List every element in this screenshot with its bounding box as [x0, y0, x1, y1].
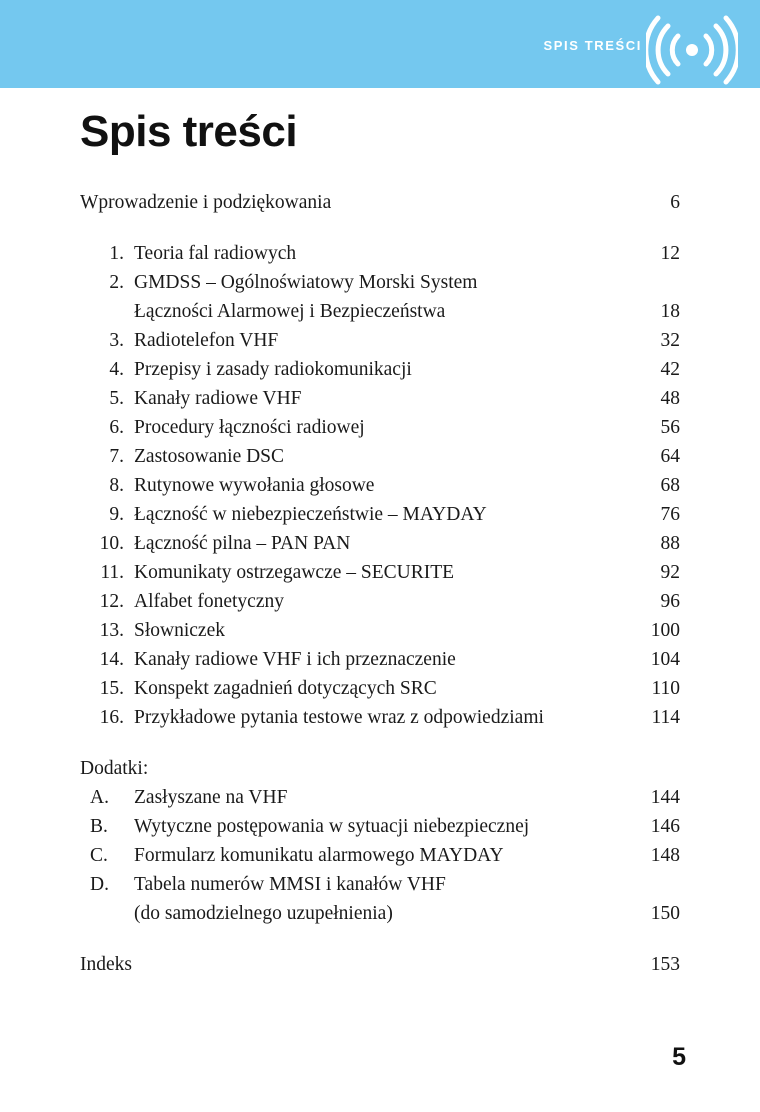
toc-entry-appendix[interactable] [80, 841, 680, 870]
toc-entry[interactable] [80, 326, 680, 355]
toc-entry-title: Indeks [80, 954, 132, 975]
toc-entry-number: 3. [109, 330, 124, 351]
toc-entry-page: 42 [660, 359, 680, 380]
toc-entry-number: B. [90, 816, 108, 837]
toc-entry-title: Zasłyszane na VHF [134, 787, 288, 808]
toc-entry-number: 16. [99, 707, 124, 728]
toc-entry-page: 114 [651, 707, 680, 728]
toc-entry-title: Wprowadzenie i podziękowania [80, 192, 332, 213]
toc-entry-title: Łączność pilna – PAN PAN [134, 533, 351, 554]
appendix-heading: Dodatki: [80, 758, 149, 779]
toc-entry[interactable] [80, 645, 680, 674]
toc-entry-title: Alfabet fonetyczny [134, 591, 284, 612]
toc-entry-continuation[interactable] [80, 297, 680, 326]
toc-entry-title: Przykładowe pytania testowe wraz z odpowiedziami [134, 707, 544, 728]
toc-entry-title-line2: (do samodzielnego uzupełnienia) [134, 903, 393, 924]
toc-entry-title: Tabela numerów MMSI i kanałów VHF [134, 874, 446, 895]
toc-entry[interactable] [80, 442, 680, 471]
toc-entry-page: 144 [650, 787, 680, 808]
toc-entry-number: D. [90, 874, 109, 895]
toc-entry[interactable] [80, 355, 680, 384]
toc-entry[interactable] [80, 239, 680, 268]
toc-entry-page: 110 [651, 678, 680, 699]
toc-entry-title: Formularz komunikatu alarmowego MAYDAY [134, 845, 504, 866]
toc-entry-page: 150 [650, 903, 680, 924]
toc-entry-number: 2. [109, 272, 124, 293]
toc-entry-title: Kanały radiowe VHF i ich przeznaczenie [134, 649, 456, 670]
toc-entry[interactable] [80, 529, 680, 558]
toc-entry-page: 153 [650, 954, 680, 975]
toc-entry[interactable] [80, 703, 680, 732]
toc-entry-number: 4. [109, 359, 124, 380]
toc-entry-page: 56 [660, 417, 680, 438]
toc-entry-page: 76 [660, 504, 680, 525]
toc-entry-number: 8. [109, 475, 124, 496]
toc-entry[interactable] [80, 413, 680, 442]
toc-entry-page: 148 [650, 845, 680, 866]
toc-entry-index[interactable] [80, 950, 680, 979]
toc-entry-title: Przepisy i zasady radiokomunikacji [134, 359, 412, 380]
toc-entry-page: 104 [650, 649, 680, 670]
page-number: 5 [672, 1043, 686, 1071]
toc-entry-page: 88 [660, 533, 680, 554]
table-of-contents [80, 188, 680, 1001]
toc-entry-title: Radiotelefon VHF [134, 330, 279, 351]
toc-entry-page: 146 [650, 816, 680, 837]
toc-entry-number: 11. [100, 562, 124, 583]
page-title: Spis treści [80, 107, 298, 156]
toc-entry-appendix[interactable] [80, 870, 680, 899]
toc-entry-title: Słowniczek [134, 620, 225, 641]
toc-entry-number: C. [90, 845, 108, 866]
radio-waves-icon [646, 6, 738, 86]
toc-entry-number: A. [90, 787, 109, 808]
toc-entry-number: 6. [109, 417, 124, 438]
toc-entry-number: 14. [99, 649, 124, 670]
toc-entry-title: Rutynowe wywołania głosowe [134, 475, 375, 496]
running-head-label: SPIS TREŚCI [543, 38, 642, 53]
toc-entry-number: 1. [109, 243, 124, 264]
toc-entry[interactable] [80, 587, 680, 616]
toc-entry[interactable] [80, 674, 680, 703]
toc-entry-page: 32 [660, 330, 680, 351]
toc-entry-page: 92 [660, 562, 680, 583]
toc-entry-page: 64 [660, 446, 680, 467]
toc-entry-page: 18 [660, 301, 680, 322]
toc-entry-appendix[interactable] [80, 783, 680, 812]
toc-entry-number: 5. [109, 388, 124, 409]
toc-entry[interactable] [80, 500, 680, 529]
toc-entry-page: 100 [650, 620, 680, 641]
toc-entry[interactable] [80, 268, 680, 297]
toc-entry-number: 13. [99, 620, 124, 641]
spacer [80, 732, 680, 754]
toc-entry-page: 96 [660, 591, 680, 612]
toc-entry-appendix-continuation[interactable] [80, 899, 680, 928]
toc-entry-page: 6 [670, 192, 680, 213]
toc-entry-number: 9. [109, 504, 124, 525]
toc-entry[interactable] [80, 471, 680, 500]
toc-entry-title: Zastosowanie DSC [134, 446, 285, 467]
toc-entry-title: GMDSS – Ogólnoświatowy Morski System [134, 272, 478, 293]
toc-entry-title: Wytyczne postępowania w sytuacji niebezpiecznej [134, 816, 530, 837]
toc-entry-number: 7. [109, 446, 124, 467]
toc-entry[interactable] [80, 384, 680, 413]
toc-entry-page: 12 [660, 243, 680, 264]
spacer [80, 928, 680, 950]
toc-entry-number: 15. [99, 678, 124, 699]
page-content [0, 88, 760, 1112]
toc-entry-title: Teoria fal radiowych [134, 243, 297, 264]
toc-entry-title-line2: Łączności Alarmowej i Bezpieczeństwa [134, 301, 446, 322]
toc-entry-intro[interactable] [80, 188, 680, 217]
toc-entry[interactable] [80, 616, 680, 645]
toc-entry-title: Procedury łączności radiowej [134, 417, 365, 438]
toc-entry-title: Konspekt zagadnień dotyczących SRC [134, 678, 437, 699]
toc-entry-page: 48 [660, 388, 680, 409]
toc-entry-appendix[interactable] [80, 812, 680, 841]
header-band [0, 0, 760, 88]
toc-entry-number: 10. [99, 533, 124, 554]
toc-entry-number: 12. [99, 591, 124, 612]
toc-entry[interactable] [80, 558, 680, 587]
toc-entry-title: Łączność w niebezpieczeństwie – MAYDAY [134, 504, 487, 525]
toc-entry-page: 68 [660, 475, 680, 496]
toc-entry-title: Komunikaty ostrzegawcze – SECURITE [134, 562, 455, 583]
toc-entry-title: Kanały radiowe VHF [134, 388, 302, 409]
